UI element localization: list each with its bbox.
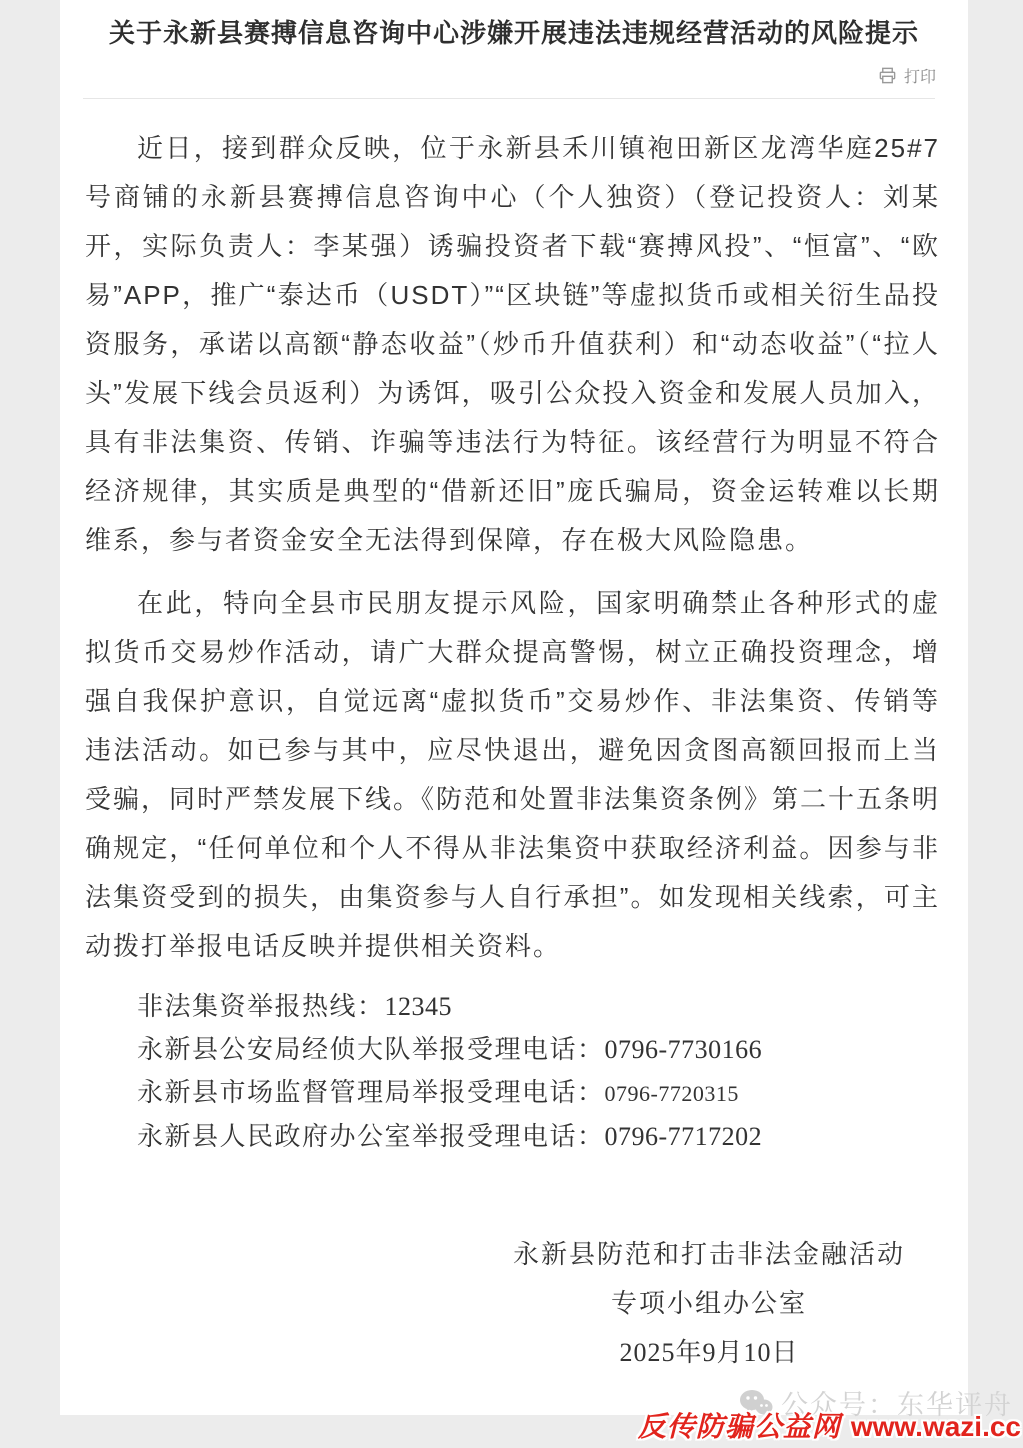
- print-button[interactable]: [878, 64, 936, 87]
- site-watermark: [638, 1405, 1021, 1445]
- signature-org-line1: 永新县防范和打击非法金融活动: [512, 1239, 905, 1269]
- signature-date: 2025年9月10日: [619, 1338, 799, 1367]
- site-watermark-name: 反传防骗公益网: [637, 1411, 841, 1442]
- hotline-label: 非法集资举报热线：: [137, 991, 385, 1021]
- hotline-number: 0796-7730166: [604, 1035, 763, 1064]
- report-hotlines: [85, 985, 940, 1158]
- hotline-illegal-fundraising: [85, 985, 940, 1028]
- site-watermark-url: www.wazi.cc: [850, 1411, 1021, 1442]
- notice-document-card: [60, 0, 968, 1415]
- hotline-market-supervision: [85, 1071, 940, 1115]
- body-paragraph-1: 近日，接到群众反映，位于永新县禾川镇袍田新区龙湾华庭25#7号商铺的永新县赛搏信息咨询中心（个人独资）（登记投资人：刘某开，实际负责人：李某强）诱骗投资者下载“赛搏风投”、“恒富”、“欧易”APP，推广“泰达币（USDT）”“区块链”等虚拟货币或相关衍生品投资服务，承诺以高额“静态收益”（炒币升值获利）和“动态收益”（“拉人头”发展下线会员返利）为诱饵，吸引公众投入资金和发展人员加入，具有非法集资、传销、诈骗等违法行为特征。该经营行为明显不符合经济规律，其实质是典型的“借新还旧”庞氏骗局，资金运转难以长期维系，参与者资金安全无法得到保障，存在极大风险隐患。: [85, 133, 940, 555]
- signature-org-line2: 专项小组办公室: [610, 1288, 807, 1318]
- hotline-label: 永新县公安局经侦大队举报受理电话：: [137, 1034, 605, 1064]
- hotline-number: 0796-7720315: [604, 1081, 739, 1106]
- toolbar: [60, 52, 968, 98]
- wechat-account-label: 公众号：东华评舟: [781, 1390, 1013, 1420]
- hotline-public-security: [85, 1028, 940, 1071]
- hotline-county-government: [85, 1115, 940, 1158]
- page-title: 关于永新县赛搏信息咨询中心涉嫌开展违法违规经营活动的风险提示: [108, 18, 919, 48]
- hotline-number: 0796-7717202: [604, 1122, 763, 1151]
- body-paragraph-2: 在此，特向全县市民朋友提示风险，国家明确禁止各种形式的虚拟货币交易炒作活动，请广大群众提高警惕，树立正确投资理念，增强自我保护意识，自觉远离“虚拟货币”交易炒作、非法集资、传销等违法活动。如已参与其中，应尽快退出，避免因贪图高额回报而上当受骗，同时严禁发展下线。《防范和处置非法集资条例》第二十五条明确规定，“任何单位和个人不得从非法集资中获取经济利益。因参与非法集资受到的损失，由集资参与人自行承担”。如发现相关线索，可主动拨打举报电话反映并提供相关资料。: [85, 588, 941, 961]
- notice-body: [60, 99, 968, 1377]
- printer-icon: [878, 66, 897, 85]
- hotline-label: 永新县市场监督管理局举报受理电话：: [137, 1077, 605, 1107]
- hotline-label: 永新县人民政府办公室举报受理电话：: [137, 1121, 605, 1151]
- hotline-number: 12345: [384, 992, 453, 1021]
- signature-block: [513, 1230, 905, 1377]
- print-button-label: 打印: [903, 68, 936, 86]
